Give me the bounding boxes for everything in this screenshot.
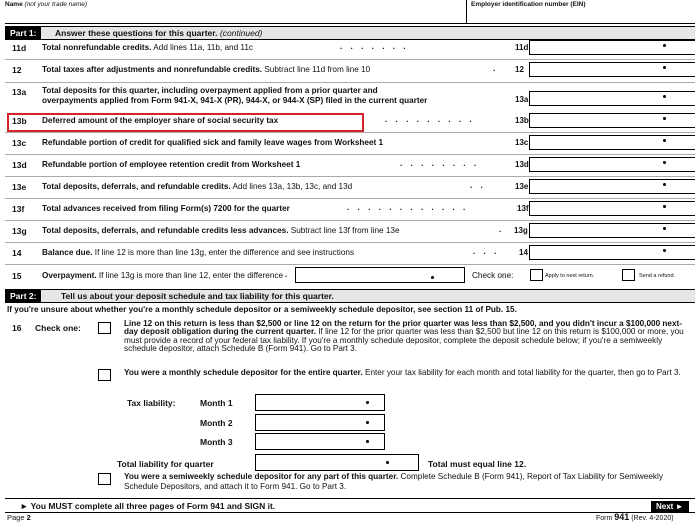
amount-field-11d[interactable] [529, 40, 695, 55]
name-label: Name (not your trade name) [5, 1, 88, 8]
month2-label: Month 2 [200, 418, 233, 428]
leader-dots: . [499, 225, 505, 234]
form-id: Form 941 (Rev. 4-2020) [596, 512, 674, 522]
line-number: 13g [12, 226, 27, 236]
line-label: Total nonrefundable credits. Add lines 11a, 11b, and 11c [42, 43, 253, 52]
divider [5, 264, 695, 265]
must-complete-note: ► You MUST complete all three pages of Form 941 and SIGN it. [20, 501, 276, 511]
line-number: 13e [12, 182, 27, 192]
line-number: 12 [12, 65, 22, 75]
leader-dots: . . . . . . . . . [385, 115, 475, 124]
leader-dots: . . . . . . . . [400, 159, 480, 168]
total-liability-label: Total liability for quarter [117, 459, 214, 469]
next-button[interactable]: Next ► [651, 501, 689, 512]
part2-intro: If you're unsure about whether you're a monthly schedule depositor or a semiweekly schedule depositor, see section 11 of Pub. 15. [7, 305, 517, 314]
line-number: 13c [12, 138, 27, 148]
amount-field-12[interactable] [529, 62, 695, 77]
line-label: Total taxes after adjustments and nonrefundable credits. Subtract line 11d from line 10 [42, 65, 371, 74]
leader-dots: . . [470, 181, 486, 190]
overpayment-field[interactable] [295, 267, 465, 283]
line-label: Deferred amount of the employer share of social security tax [42, 116, 279, 125]
line-number: 13d [12, 160, 27, 170]
arrow-right-icon: ► [675, 502, 684, 511]
month2-field[interactable] [255, 414, 385, 431]
leader-dots: . . . [473, 247, 500, 256]
divider [5, 132, 695, 133]
line-label: Refundable portion of employee retention credit from Worksheet 1 [42, 160, 301, 169]
arrow-right-icon: ► [20, 501, 29, 511]
divider [5, 82, 695, 83]
line-16-check-one: Check one: [35, 323, 81, 333]
part1-title: Answer these questions for this quarter. (continued) [55, 28, 263, 38]
month1-field[interactable] [255, 394, 385, 411]
month3-field[interactable] [255, 433, 385, 450]
leader-dots: . [493, 64, 499, 73]
line-label: Refundable portion of credit for qualified sick and family leave wages from Worksheet 1 [42, 138, 384, 147]
line-ref: 14 [519, 248, 528, 257]
amount-field-13b[interactable] [529, 113, 695, 128]
apply-next-return-checkbox[interactable] [530, 269, 543, 281]
amount-field-14[interactable] [529, 245, 695, 260]
divider [5, 242, 695, 243]
leader-dots: . . . . . . . . . . . . [347, 203, 469, 212]
part2-title: Tell us about your deposit schedule and tax liability for this quarter. [61, 291, 334, 301]
tax-liability-label: Tax liability: [127, 398, 176, 408]
line-number: 13f [12, 204, 25, 214]
line-label: Total advances received from filing Form(s) 7200 for the quarter [42, 204, 290, 213]
part2-heading [5, 289, 695, 303]
part2-tag: Part 2: [5, 290, 41, 302]
ein-label: Employer identification number (EIN) [471, 1, 586, 8]
divider [5, 220, 695, 221]
line-ref: 13d [515, 160, 529, 169]
name-field[interactable] [5, 9, 463, 22]
option-semiweekly-checkbox[interactable] [98, 473, 111, 485]
line-ref: 11d [515, 43, 529, 52]
line-number: 11d [12, 43, 27, 53]
line-16-number: 16 [12, 323, 22, 333]
line-number: 13b [12, 116, 27, 126]
leader-dots: . [285, 270, 291, 279]
line-ref: 13a [515, 95, 529, 104]
line-label: Total deposits, deferrals, and refundable credits. Add lines 13a, 13b, 13c, and 13d [42, 182, 353, 191]
leader-dots: . . . . . . . [340, 42, 409, 51]
divider [5, 59, 695, 60]
send-refund-label: Send a refund. [639, 273, 676, 279]
month1-label: Month 1 [200, 398, 233, 408]
line-label: Total deposits, deferrals, and refundable credits less advances. Subtract line 13f from line 13e [42, 226, 400, 235]
amount-field-13d[interactable] [529, 157, 695, 172]
footer-bottom-rule [5, 512, 695, 513]
option-semiweekly-text: You were a semiweekly schedule depositor for any part of this quarter. Complete Schedule B (Form 941), Report of Tax Liability for Semiweekly Schedule Depositors, and attach it to Form 941. Go to Part 3. [124, 472, 663, 491]
divider [5, 154, 695, 155]
header-divider [466, 0, 467, 23]
total-equal-note: Total must equal line 12. [428, 459, 527, 469]
line-number: 14 [12, 248, 22, 258]
line-label: Balance due. If line 12 is more than line 13g, enter the difference and see instructions [42, 248, 355, 257]
part1-tag: Part 1: [5, 27, 41, 39]
line-ref: 13c [515, 138, 529, 147]
amount-field-13c[interactable] [529, 135, 695, 150]
option-monthly-text: You were a monthly schedule depositor for the entire quarter. Enter your tax liability for each month and total liability for the quarter, then go to Part 3. [124, 368, 681, 377]
line-label: Total deposits for this quarter, including overpayment applied from a prior quarter and overpayments applied from Form 941-X, 941-X (PR), 944-X, or 944-X (SP) filed in the current quarter [42, 86, 428, 105]
amount-field-13f[interactable] [529, 201, 695, 216]
line-number: 15 [12, 271, 22, 281]
option-less-than-2500-text: Line 12 on this return is less than $2,500 or line 12 on the return for the prior quarter was less than $2,500, and you didn't incur a $100,000 next-day deposit obligation during the current quarter. If line 12 for the prior quarter was less than $2,500 but line 12 on this return is $100,000 or more, you must provide a record of your federal tax liability. If you're a monthly schedule depositor, complete the deposit schedule below; if you're a semiweekly schedule depositor, attach Schedule B (Form 941). Go to Part 3. [124, 319, 684, 353]
line-ref: 13f [517, 204, 529, 213]
line-ref: 13g [514, 226, 528, 235]
divider [5, 176, 695, 177]
total-liability-field[interactable] [255, 454, 419, 471]
part1-heading [5, 26, 695, 40]
month3-label: Month 3 [200, 437, 233, 447]
divider [5, 198, 695, 199]
form-header [5, 0, 695, 24]
amount-field-13g[interactable] [529, 223, 695, 238]
send-refund-checkbox[interactable] [622, 269, 635, 281]
option-less-than-2500-checkbox[interactable] [98, 322, 111, 334]
ein-field[interactable] [471, 9, 693, 22]
line-ref: 13e [515, 182, 529, 191]
line-number: 13a [12, 87, 27, 97]
line-label: Overpayment. If line 13g is more than line 12, enter the difference [42, 271, 284, 280]
line-ref: 12 [515, 65, 524, 74]
check-one-label: Check one: [472, 271, 514, 280]
option-monthly-checkbox[interactable] [98, 369, 111, 381]
line-ref: 13b [515, 116, 529, 125]
footer-rule [5, 498, 695, 499]
page-number: Page 2 [7, 513, 31, 522]
amount-field-13e[interactable] [529, 179, 695, 194]
amount-field-13a[interactable] [529, 91, 695, 106]
apply-next-label: Apply to next return. [545, 273, 595, 279]
